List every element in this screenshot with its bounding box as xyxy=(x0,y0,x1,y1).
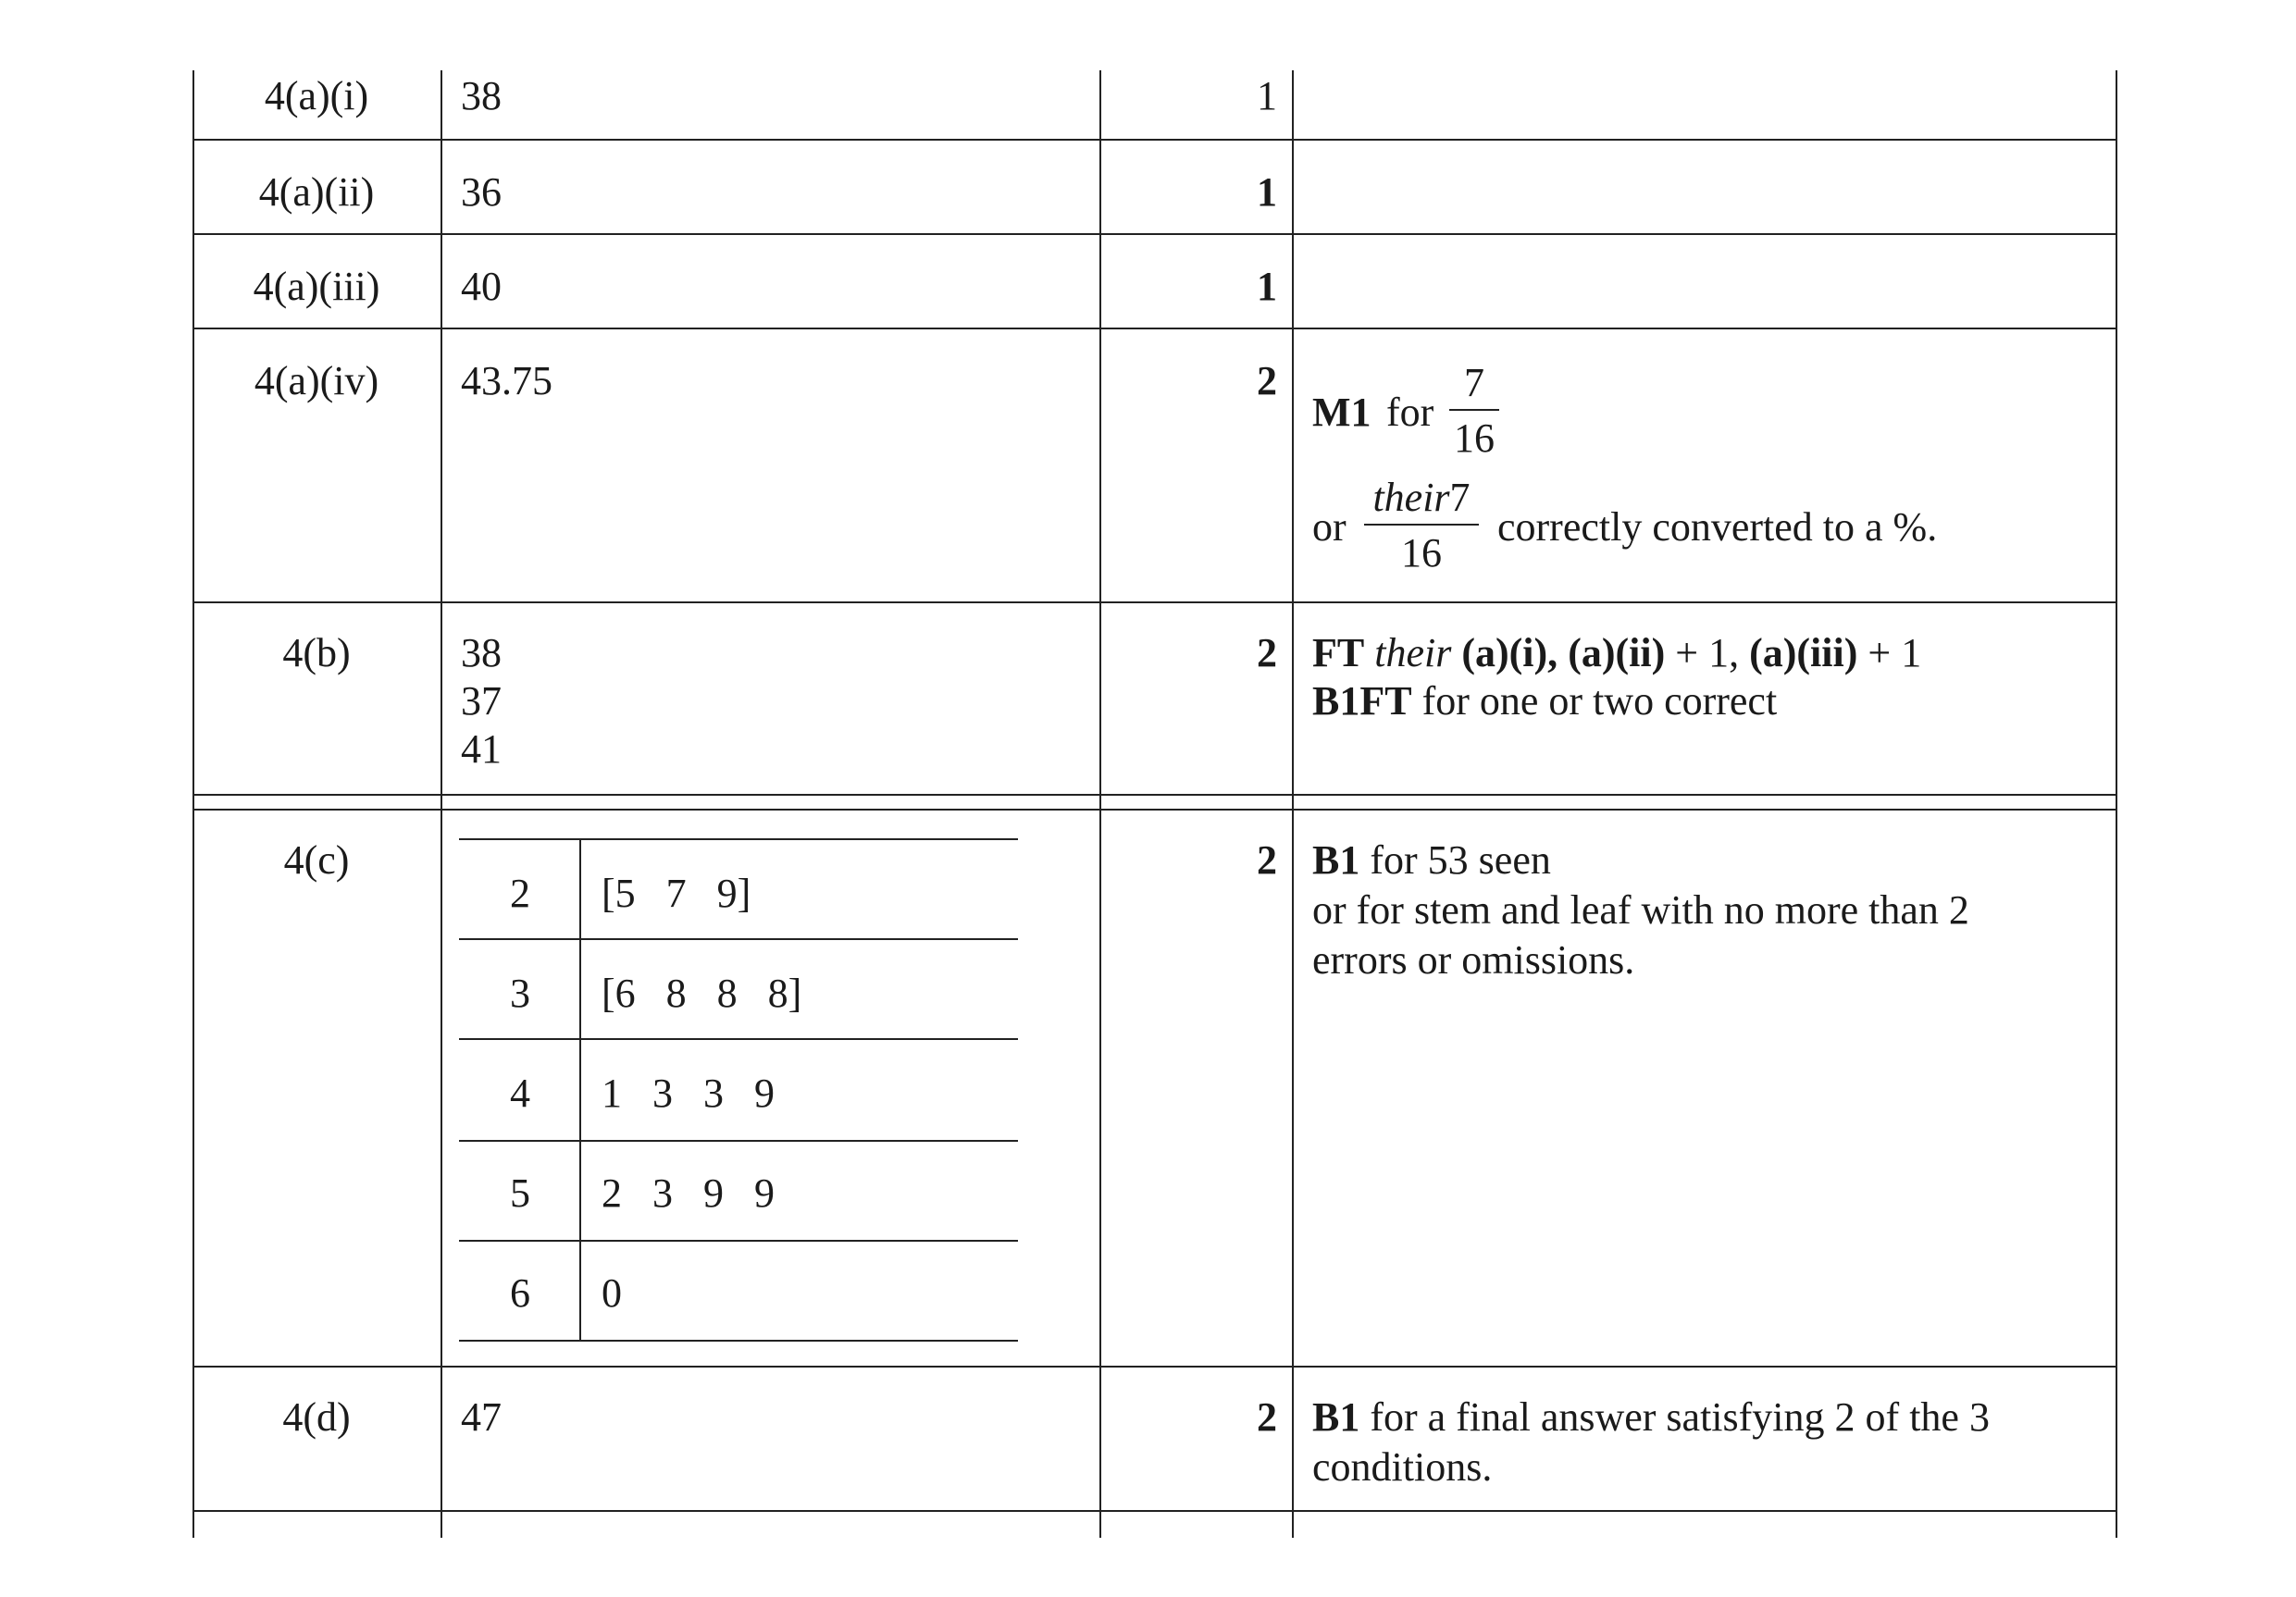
stem-leaf-line xyxy=(459,1340,1018,1342)
guidance-text: or for stem and leaf with no more than 2 xyxy=(1312,887,1969,933)
fraction-denominator: 16 xyxy=(1454,415,1495,461)
row-separator xyxy=(192,1510,2117,1512)
fraction-bar xyxy=(1449,409,1499,411)
stem-leaf-divider xyxy=(579,838,581,1342)
guidance-text: B1FT for one or two correct xyxy=(1312,678,1778,724)
leaf-values: [6 8 8 8] xyxy=(602,971,802,1016)
fraction-their-7-over-16 xyxy=(1364,477,1479,574)
stem-leaf-line xyxy=(459,838,1018,840)
row-separator xyxy=(192,809,2117,811)
marks-value: 1 xyxy=(1257,73,1277,118)
stem-value: 6 xyxy=(510,1270,530,1316)
marks-value: 1 xyxy=(1257,169,1277,215)
answer-text: 40 xyxy=(461,264,502,309)
row-separator xyxy=(192,601,2117,603)
question-label: 4(a)(iii) xyxy=(253,264,380,309)
marks-value: 2 xyxy=(1257,1394,1277,1440)
column-divider-marks xyxy=(1099,70,1101,1538)
guidance-text: correctly converted to a %. xyxy=(1497,504,1938,550)
question-label: 4(a)(iv) xyxy=(254,358,379,403)
guidance-text: errors or omissions. xyxy=(1312,937,1635,983)
stem-value: 4 xyxy=(510,1071,530,1116)
answer-line: 38 xyxy=(461,630,502,675)
stem-leaf-line xyxy=(459,1240,1018,1242)
guidance-text: for xyxy=(1386,390,1434,435)
guidance-text: conditions. xyxy=(1312,1444,1493,1490)
answer-text: 43.75 xyxy=(461,358,552,403)
stem-leaf-line xyxy=(459,1140,1018,1142)
question-label: 4(a)(ii) xyxy=(258,169,375,215)
fraction-numerator: their7 xyxy=(1372,475,1471,520)
fraction-numerator: 7 xyxy=(1464,360,1484,405)
fraction-bar xyxy=(1364,524,1479,526)
column-divider-guidance xyxy=(1292,70,1294,1538)
row-separator xyxy=(192,1366,2117,1368)
row-separator xyxy=(192,328,2117,329)
question-label: 4(a)(i) xyxy=(264,73,369,118)
leaf-values: [5 7 9] xyxy=(602,871,751,916)
stem-value: 2 xyxy=(510,871,530,916)
leaf-values: 0 xyxy=(602,1270,622,1316)
stem-value: 5 xyxy=(510,1170,530,1216)
row-separator xyxy=(192,233,2117,235)
column-divider-answer xyxy=(441,70,442,1538)
marks-value: 2 xyxy=(1257,630,1277,675)
guidance-text: B1 for a final answer satisfying 2 of the 3 xyxy=(1312,1394,1990,1440)
stem-leaf-line xyxy=(459,938,1018,940)
leaf-values: 2 3 9 9 xyxy=(602,1170,775,1216)
table-border-right xyxy=(2116,70,2117,1538)
question-label: 4(d) xyxy=(282,1394,351,1440)
guidance-code-m1: M1 xyxy=(1312,390,1371,435)
answer-line: 41 xyxy=(461,726,502,772)
marks-value: 2 xyxy=(1257,837,1277,883)
fraction-denominator: 16 xyxy=(1401,530,1442,576)
answer-text: 36 xyxy=(461,169,502,215)
question-label: 4(b) xyxy=(282,630,351,675)
row-separator xyxy=(192,139,2117,141)
answer-text: 38 xyxy=(461,73,502,118)
marks-value: 1 xyxy=(1257,264,1277,309)
guidance-text: B1 for 53 seen xyxy=(1312,837,1551,883)
guidance-text: FT their (a)(i), (a)(ii) + 1, (a)(iii) + 1 xyxy=(1312,630,1922,675)
leaf-values: 1 3 3 9 xyxy=(602,1071,775,1116)
fraction-7-over-16 xyxy=(1449,360,1499,461)
stem-value: 3 xyxy=(510,971,530,1016)
guidance-text: or xyxy=(1312,504,1347,550)
answer-text: 47 xyxy=(461,1394,502,1440)
row-separator xyxy=(192,794,2117,796)
answer-line: 37 xyxy=(461,678,502,724)
question-label: 4(c) xyxy=(283,837,350,883)
marks-value: 2 xyxy=(1257,358,1277,403)
stem-leaf-line xyxy=(459,1038,1018,1040)
